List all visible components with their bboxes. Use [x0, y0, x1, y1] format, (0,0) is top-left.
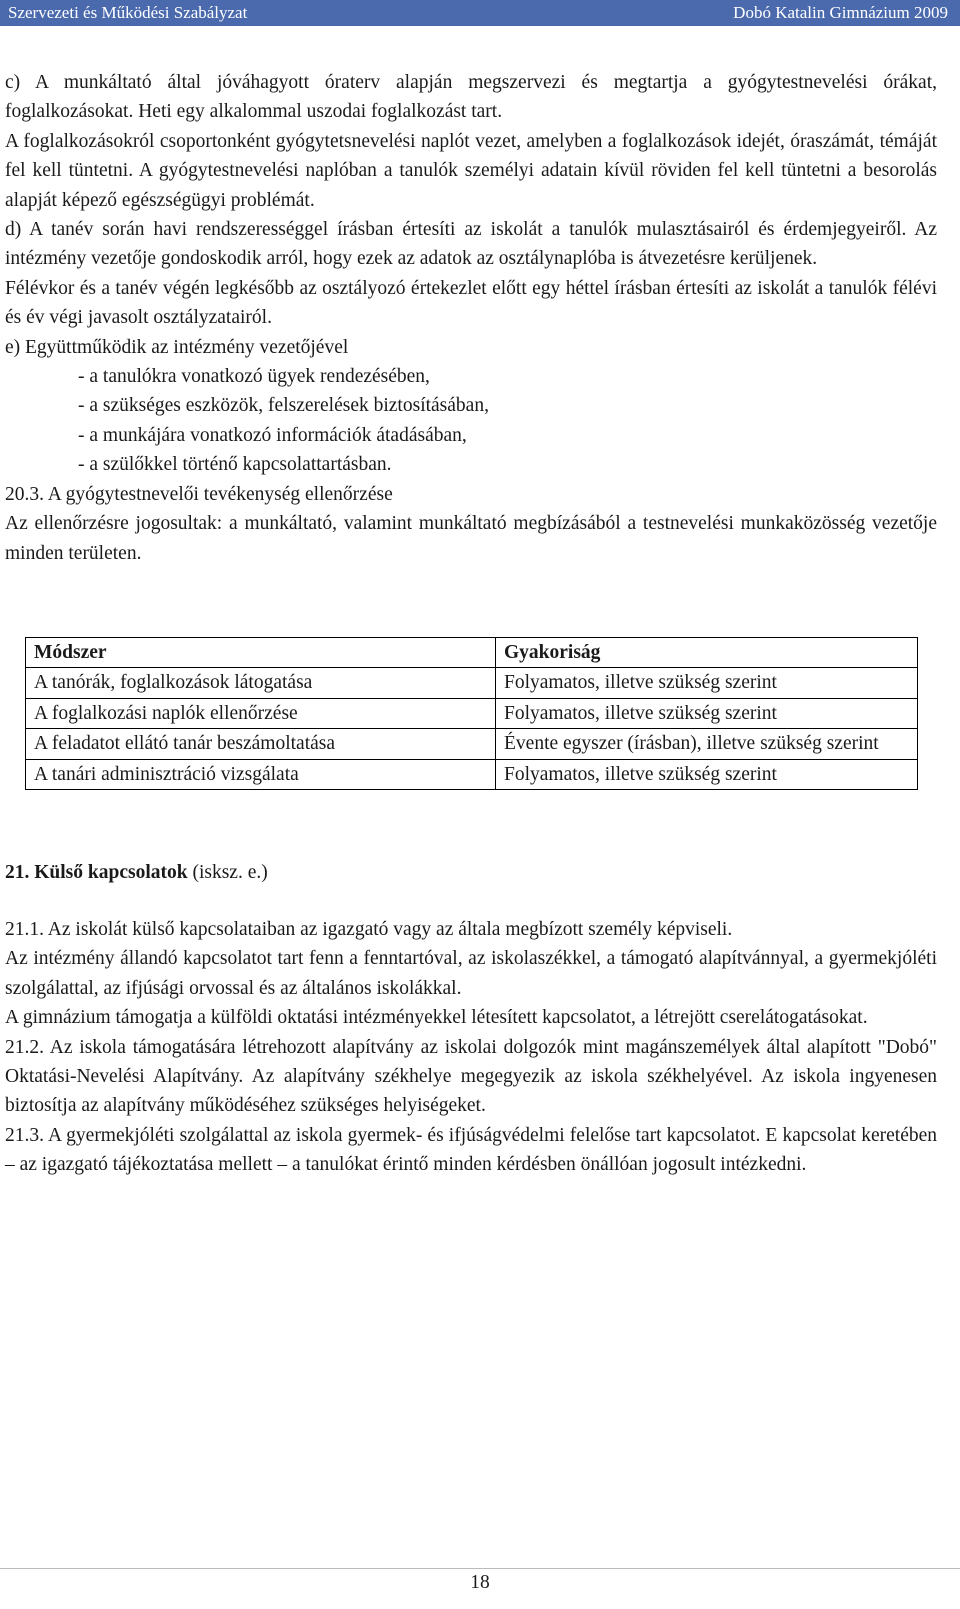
table-cell: A foglalkozási naplók ellenőrzése [26, 698, 496, 728]
header-document-title: Szervezeti és Működési Szabályzat [8, 3, 248, 22]
table-cell: A tanári adminisztráció vizsgálata [26, 759, 496, 789]
paragraph-21-1-foreign: A gimnázium támogatja a külföldi oktatási intézményekkel létesített kapcsolatot, a létrejött cserelátogatásokat. [5, 1007, 868, 1029]
paragraph-21-3: 21.3. A gyermekjóléti szolgálattal az iskola gyermek- és ifjúságvédelmi felelőse tart kapcsolatot. E kapcsolat keretében – az igazgató tájékoztatása mellett – a tanulókat érintő minden kérdésben önállóan jogosult intézkedni. [5, 1124, 937, 1176]
table-cell: Évente egyszer (írásban), illetve szükség szerint [496, 729, 918, 759]
table-row [26, 729, 918, 759]
paragraph-c1: c) A munkáltató által jóváhagyott óraterv alapján megszervezi és megtartja a gyógytestnevelési órákat, foglalkozásokat. Heti egy alkalommal uszodai foglalkozást tart. [5, 72, 937, 123]
list-item: - a szülőkkel történő kapcsolattartásban. [78, 454, 392, 476]
table-cell: A feladatot ellátó tanár beszámoltatása [26, 729, 496, 759]
paragraph-21-1: 21.1. Az iskolát külső kapcsolataiban az igazgató vagy az általa megbízott személy képviseli. [5, 919, 733, 940]
section-title-note: (isksz. e.) [187, 862, 268, 883]
table-cell: Folyamatos, illetve szükség szerint [496, 668, 918, 698]
list-item: - a munkájára vonatkozó információk átadásában, [78, 424, 467, 446]
column-header-frequency: Gyakoriság [496, 638, 918, 668]
table-row [26, 759, 918, 789]
header-divider [0, 26, 960, 40]
paragraph-d2: Félévkor és a tanév végén legkésőbb az osztályozó értekezlet előtt egy héttel írásban értesíti az iskolát a tanulók félévi és év végi javasolt osztályzatairól. [5, 277, 937, 329]
paragraph-c2: A foglalkozásokról csoportonként gyógytetsnevelési naplót vezet, amelyben a foglalkozások idejét, óraszámát, témáját fel kell tüntetni. A gyógytestnevelési naplóban a tanulók személyi adatain kívül röviden fel kell tüntetni a besorolás alapját képező egészségügyi problémát. [5, 130, 937, 211]
table-row [26, 698, 918, 728]
paragraph-20-3-body: Az ellenőrzésre jogosultak: a munkáltató, valamint munkáltató megbízásából a testnevelési munkaközösség vezetője minden területen. [5, 513, 937, 564]
column-header-method: Módszer [26, 638, 496, 668]
section-title: Külső kapcsolatok [34, 862, 188, 883]
section-21-text [5, 915, 937, 1180]
section-heading-20-3: 20.3. A gyógytestnevelői tevékenység ellenőrzése [5, 483, 393, 505]
paragraph-21-2: 21.2. Az iskola támogatására létrehozott alapítvány az iskolai dolgozók mint magánszemélyek által alapított "Dobó" Oktatási-Nevelési Alapítvány. Az alapítvány székhelye megegyezik az iskola székhelyével. Az iskola ingyenesen biztosítja az alapítvány működéséhez szükséges helyiségeket. [5, 1036, 937, 1117]
paragraph-21-1-contacts: Az intézmény állandó kapcsolatot tart fenn a fenntartóval, az iskolaszékkel, a támogató alapítvánnyal, a gyermekjóléti szolgálattal, az ifjúsági orvossal és az általános iskolákkal. [5, 948, 937, 999]
header-school-name: Dobó Katalin Gimnázium 2009 [733, 3, 948, 22]
table-header-row [26, 638, 918, 668]
page-header [0, 0, 960, 40]
paragraph-e: e) Együttműködik az intézmény vezetőjével [5, 336, 349, 358]
footer-divider [0, 1568, 960, 1569]
table-row [26, 668, 918, 698]
list-item: - a tanulókra vonatkozó ügyek rendezésében, [78, 366, 430, 388]
paragraph-d1: d) A tanév során havi rendszerességgel írásban értesíti az iskolát a tanulók mulasztásairól és érdemjegyeiről. Az intézmény vezetője gondoskodik arról, hogy ezek az adatok az osztálynaplóba is átvezetésre kerüljenek. [5, 219, 937, 270]
inspection-table [25, 637, 918, 790]
main-text [5, 68, 937, 568]
table-cell: A tanórák, foglalkozások látogatása [26, 668, 496, 698]
page-number: 18 [470, 1572, 490, 1593]
table-cell: Folyamatos, illetve szükség szerint [496, 759, 918, 789]
section-number: 21. [5, 862, 30, 883]
list-item: - a szükséges eszközök, felszerelések biztosításában, [78, 395, 489, 417]
section-heading-21 [5, 858, 937, 887]
table-cell: Folyamatos, illetve szükség szerint [496, 698, 918, 728]
